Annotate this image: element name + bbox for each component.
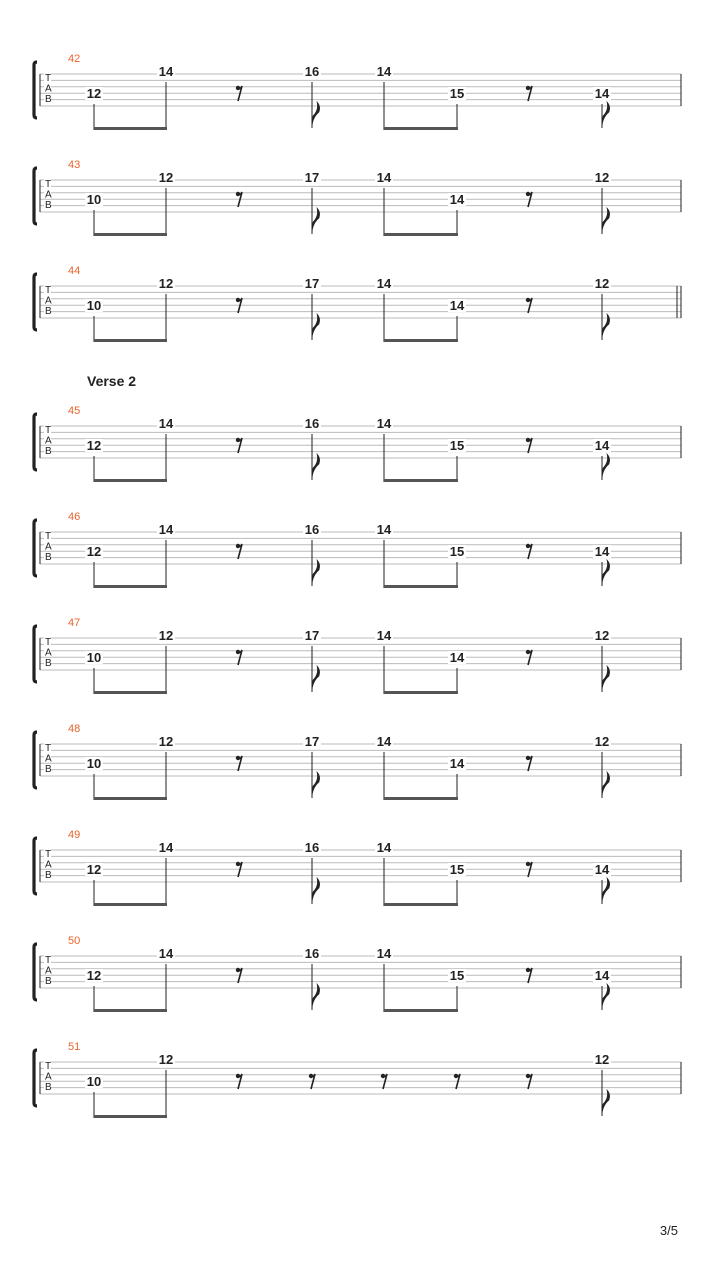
system-bracket [34,732,37,788]
tab-clef-letter: T [45,1061,52,1072]
fret-number: 10 [86,756,102,771]
tab-clef-letter: T [45,531,52,542]
note-beam [94,691,167,694]
note-beam [94,1009,167,1012]
fret-number: 14 [594,968,610,983]
tab-clef-letter: A [45,859,52,871]
fret-number: 14 [158,64,174,79]
fret-number: 12 [158,1052,174,1067]
tab-clef-letter: B [45,976,52,987]
tab-clef-letter: B [45,1082,52,1093]
fret-number: 16 [304,840,320,855]
fret-number: 12 [158,628,174,643]
tab-clef-letter: T [45,955,52,966]
fret-number: 12 [594,734,610,749]
fret-number: 14 [376,276,392,291]
note-beam [384,339,458,342]
note-beam [94,903,167,906]
tab-clef-letter: B [45,306,52,317]
note-beam [94,1115,167,1118]
tab-clef-letter: A [45,83,52,95]
tab-clef-letter: B [45,552,52,563]
fret-number: 12 [86,86,102,101]
note-beam [94,339,167,342]
tab-clef-letter: A [45,647,52,659]
fret-number: 16 [304,64,320,79]
fret-number: 14 [594,544,610,559]
tab-clef-letter: A [45,965,52,977]
fret-number: 15 [449,968,465,983]
note-beam [384,127,458,130]
measure-number: 50 [68,935,81,947]
system-bracket [34,414,37,470]
tab-clef-letter: T [45,179,52,190]
tab-clef-letter: B [45,446,52,457]
fret-number: 15 [449,86,465,101]
fret-number: 14 [449,756,465,771]
tab-clef-letter: T [45,425,52,436]
tab-clef-letter: T [45,73,52,84]
measure-number: 49 [68,829,81,841]
fret-number: 10 [86,298,102,313]
note-beam [384,797,458,800]
measure-number: 47 [68,617,81,629]
tab-clef-letter: B [45,200,52,211]
fret-number: 12 [158,276,174,291]
fret-number: 14 [158,840,174,855]
fret-number: 14 [376,840,392,855]
fret-number: 14 [376,628,392,643]
fret-number: 12 [594,628,610,643]
measure-number: 43 [68,159,81,171]
tab-clef-letter: B [45,870,52,881]
fret-number: 12 [594,276,610,291]
fret-number: 12 [594,170,610,185]
note-beam [384,479,458,482]
tab-clef-letter: B [45,658,52,669]
note-beam [384,903,458,906]
fret-number: 12 [158,734,174,749]
fret-number: 15 [449,544,465,559]
tab-clef-letter: A [45,541,52,553]
fret-number: 10 [86,650,102,665]
system-bracket [34,626,37,682]
system-bracket [34,1050,37,1106]
tab-clef-letter: A [45,1071,52,1083]
fret-number: 14 [594,438,610,453]
fret-number: 10 [86,192,102,207]
system-bracket [34,520,37,576]
measure-number: 46 [68,511,81,523]
fret-number: 14 [376,946,392,961]
fret-number: 14 [449,298,465,313]
tab-clef-letter: B [45,764,52,775]
measure-number: 51 [68,1041,81,1053]
system-bracket [34,274,37,330]
fret-number: 17 [304,628,320,643]
fret-number: 14 [376,416,392,431]
tab-clef-letter: T [45,637,52,648]
fret-number: 12 [86,544,102,559]
measure-number: 45 [68,405,81,417]
fret-number: 15 [449,438,465,453]
fret-number: 15 [449,862,465,877]
fret-number: 14 [449,650,465,665]
note-beam [94,233,167,236]
tab-clef-letter: A [45,435,52,447]
fret-number: 12 [594,1052,610,1067]
fret-number: 14 [376,64,392,79]
fret-number: 16 [304,416,320,431]
system-bracket [34,168,37,224]
system-bracket [34,838,37,894]
fret-number: 14 [376,170,392,185]
note-beam [384,691,458,694]
tab-clef-letter: A [45,295,52,307]
fret-number: 12 [86,438,102,453]
fret-number: 16 [304,946,320,961]
fret-number: 14 [594,86,610,101]
tab-clef-letter: A [45,753,52,765]
tab-clef-letter: T [45,849,52,860]
note-beam [94,127,167,130]
note-beam [94,797,167,800]
fret-number: 12 [86,968,102,983]
fret-number: 17 [304,170,320,185]
fret-number: 14 [158,946,174,961]
measure-number: 48 [68,723,81,735]
fret-number: 10 [86,1074,102,1089]
fret-number: 12 [86,862,102,877]
system-bracket [34,944,37,1000]
note-beam [384,585,458,588]
fret-number: 17 [304,276,320,291]
measure-number: 42 [68,53,81,65]
fret-number: 14 [158,416,174,431]
note-beam [384,1009,458,1012]
section-label: Verse 2 [87,373,137,389]
tab-clef-letter: A [45,189,52,201]
note-beam [94,479,167,482]
note-beam [94,585,167,588]
page-number: 3/5 [659,1223,678,1238]
fret-number: 14 [376,522,392,537]
note-beam [384,233,458,236]
fret-number: 16 [304,522,320,537]
fret-number: 14 [449,192,465,207]
tab-clef-letter: T [45,743,52,754]
measure-number: 44 [68,265,81,277]
fret-number: 14 [376,734,392,749]
tab-clef-letter: T [45,285,52,296]
fret-number: 12 [158,170,174,185]
system-bracket [34,62,37,118]
fret-number: 17 [304,734,320,749]
tab-clef-letter: B [45,94,52,105]
fret-number: 14 [594,862,610,877]
fret-number: 14 [158,522,174,537]
